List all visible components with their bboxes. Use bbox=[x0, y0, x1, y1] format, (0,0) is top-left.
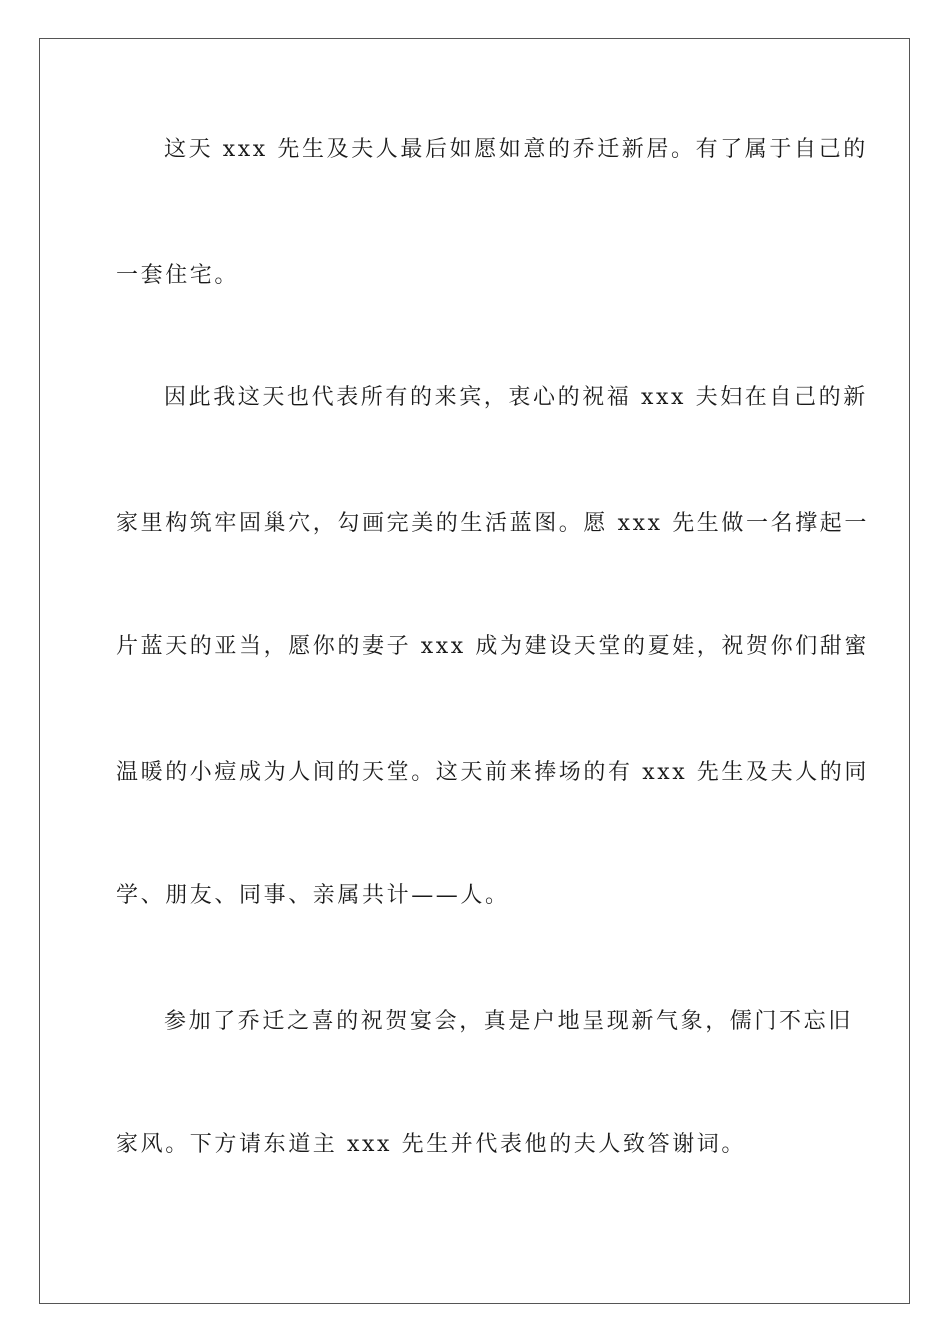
paragraph-2-line-5: 学、朋友、同事、亲属共计——人。 bbox=[116, 883, 510, 908]
paragraph-2-line-3: 片蓝天的亚当，愿你的妻子 xxx 成为建设天堂的夏娃，祝贺你们甜蜜 bbox=[116, 634, 870, 659]
paragraph-3-line-2: 家风。下方请东道主 xxx 先生并代表他的夫人致答谢词。 bbox=[116, 1132, 747, 1157]
paragraph-3-line-1: 参加了乔迁之喜的祝贺宴会，真是户地呈现新气象，儒门不忘旧 bbox=[164, 1009, 853, 1034]
paragraph-2-line-4: 温暖的小痘成为人间的天堂。这天前来捧场的有 xxx 先生及夫人的同 bbox=[116, 760, 870, 785]
paragraph-2-line-1: 因此我这天也代表所有的来宾，衷心的祝福 xxx 夫妇在自己的新 bbox=[164, 385, 868, 410]
paragraph-1-line-2: 一套住宅。 bbox=[116, 263, 240, 288]
paragraph-1-line-1: 这天 xxx 先生及夫人最后如愿如意的乔迁新居。有了属于自己的 bbox=[164, 137, 868, 162]
page-border bbox=[39, 38, 910, 1304]
paragraph-2-line-2: 家里构筑牢固巢穴，勾画完美的生活蓝图。愿 xxx 先生做一名撑起一 bbox=[116, 511, 870, 536]
